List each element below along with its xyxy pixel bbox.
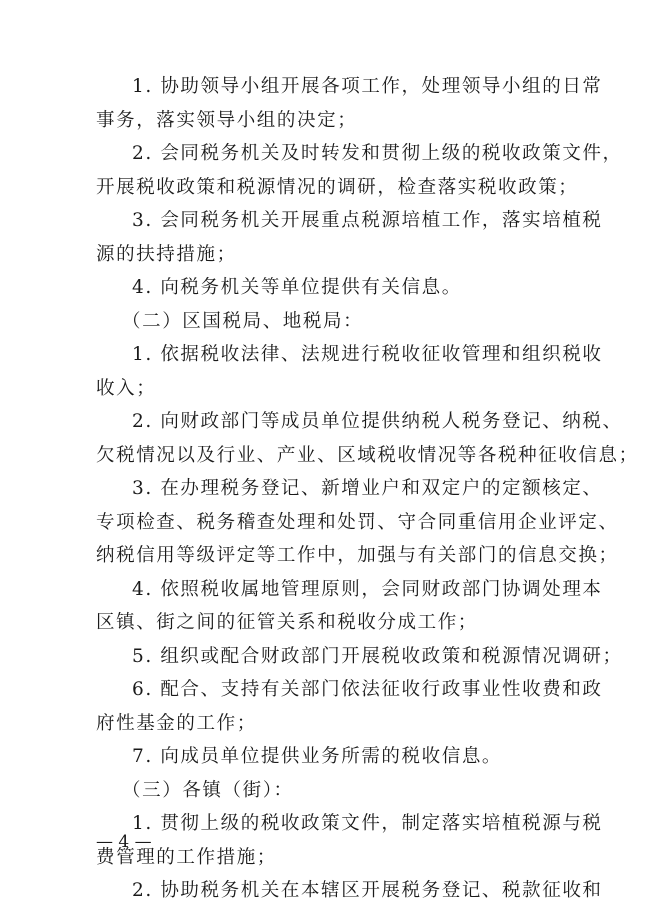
list-item-line: 5. 组织或配合财政部门开展税收政策和税源情况调研；	[132, 645, 623, 667]
list-item-line: 欠税情况以及行业、产业、区域税收情况等各税种征收信息；	[96, 444, 639, 466]
list-item-line: 开展税收政策和税源情况的调研，检查落实税收政策；	[96, 176, 579, 198]
list-item-line: 事务，落实领导小组的决定；	[96, 109, 358, 131]
list-item-line: 7. 向成员单位提供业务所需的税收信息。	[132, 746, 503, 767]
page-number: — 4 —	[96, 832, 152, 852]
list-item-line: 1. 协助领导小组开展各项工作，处理领导小组的日常	[132, 76, 603, 97]
list-item-line: 2. 向财政部门等成员单位提供纳税人税务登记、纳税、	[132, 411, 623, 432]
list-item-line: 6. 配合、支持有关部门依法征收行政事业性收费和政	[132, 679, 603, 700]
list-item-line: 4. 依照税收属地管理原则，会同财政部门协调处理本	[132, 578, 603, 600]
list-item-line: 1. 贯彻上级的税收政策文件，制定落实培植税源与税	[132, 813, 603, 834]
list-item-line: 3. 在办理税务登记、新增业户和双定户的定额核定、	[132, 478, 603, 499]
list-item-line: 费管理的工作措施；	[96, 846, 277, 868]
list-item-line: 纳税信用等级评定等工作中，加强与有关部门的信息交换；	[96, 545, 619, 566]
list-item-line: 1. 依据税收法律、法规进行税收征收管理和组织税收	[132, 344, 603, 365]
section-heading: （三）各镇（街）：	[122, 779, 294, 801]
list-item-line: 区镇、街之间的征管关系和税收分成工作；	[96, 612, 478, 633]
list-item-line: 收入；	[96, 377, 157, 399]
section-heading: （二）区国税局、地税局：	[122, 310, 364, 332]
list-item-line: 2. 协助税务机关在本辖区开展税务登记、税款征收和	[132, 880, 603, 901]
list-item-line: 3. 会同税务机关开展重点税源培植工作，落实培植税	[132, 210, 603, 231]
list-item-line: 专项检查、税务稽查处理和处罚、守合同重信用企业评定、	[96, 511, 619, 533]
list-item-line: 源的扶持措施；	[96, 243, 237, 265]
list-item-line: 府性基金的工作；	[96, 712, 257, 734]
list-item-line: 2. 会同税务机关及时转发和贯彻上级的税收政策文件，	[132, 143, 623, 164]
list-item-line: 4. 向税务机关等单位提供有关信息。	[132, 277, 462, 298]
document-body	[96, 70, 639, 908]
